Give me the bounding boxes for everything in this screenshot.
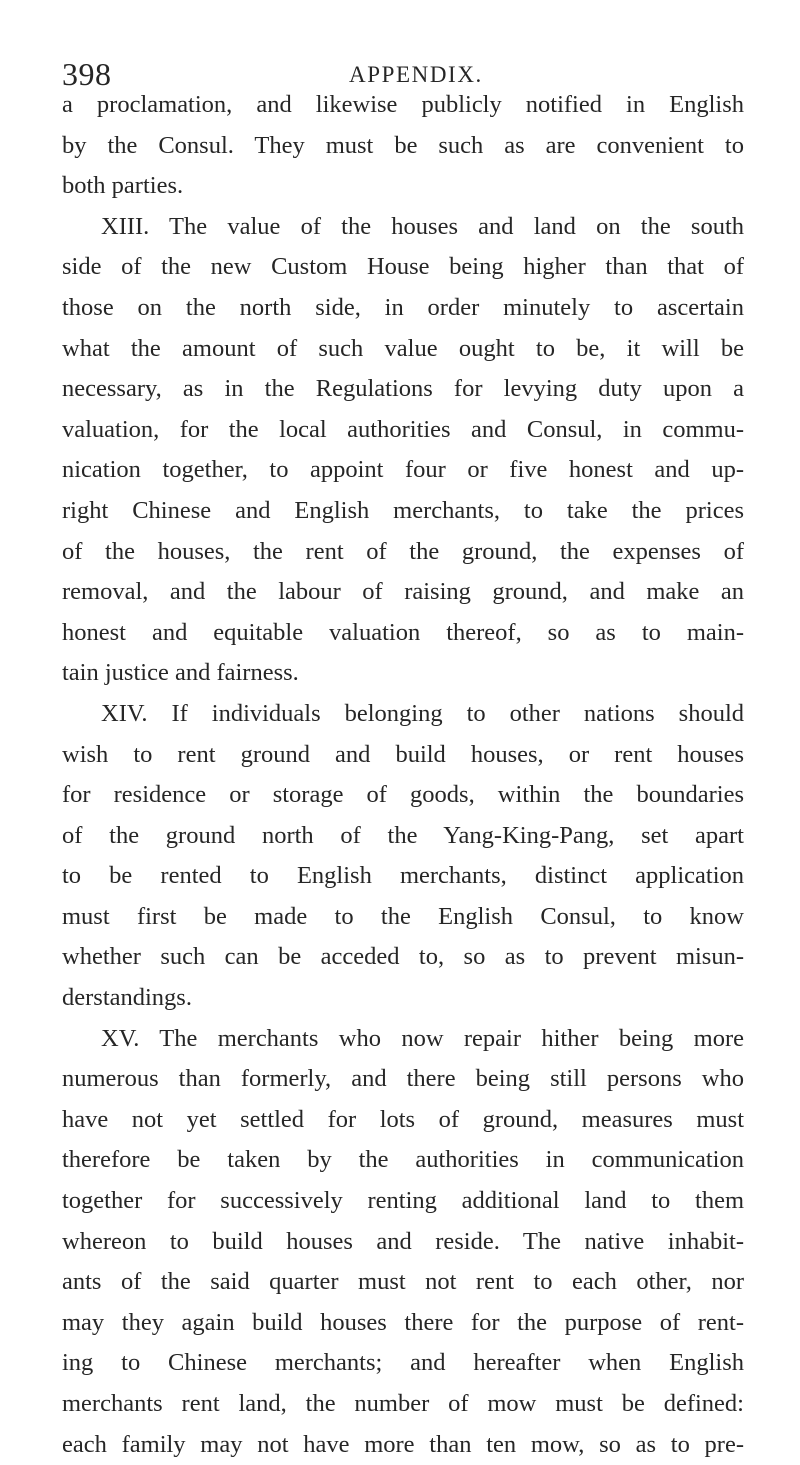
text-line: ing to Chinese merchants; and hereafter when English [62, 1349, 744, 1377]
article-xv-start: XV. The merchants who now repair hither being more [101, 1024, 744, 1052]
text-line: numerous than formerly, and there being still persons who [62, 1065, 744, 1093]
text-line: those on the north side, in order minutely to ascertain [62, 293, 744, 321]
running-head: APPENDIX. [349, 62, 483, 87]
text-line: whether such can be acceded to, so as to prevent misun- [62, 943, 744, 971]
text-line: what the amount of such value ought to be, it will be [62, 334, 744, 362]
text-line: honest and equitable valuation thereof, so as to main- [62, 618, 744, 646]
text-line: have not yet settled for lots of ground, measures must [62, 1105, 744, 1133]
text-line: each family may not have more than ten mow, so as to pre- [62, 1430, 744, 1458]
text-line: nication together, to appoint four or five honest and up- [62, 456, 744, 484]
text-line: whereon to build houses and reside. The native inhabit- [62, 1227, 744, 1255]
page-number: 398 [62, 56, 112, 92]
text-line: together for successively renting additional land to them [62, 1187, 744, 1215]
text-line: wish to rent ground and build houses, or rent houses [62, 740, 744, 768]
text-line: to be rented to English merchants, distinct application [62, 862, 744, 890]
text-line: a proclamation, and likewise publicly notified in English [62, 91, 744, 118]
text-line: side of the new Custom House being higher than that of [62, 253, 744, 281]
text-line: both parties. [62, 172, 184, 200]
text-line: therefore be taken by the authorities in communication [62, 1146, 744, 1174]
text-line: ants of the said quarter must not rent to each other, nor [62, 1268, 744, 1296]
text-line: for residence or storage of goods, within the boundaries [62, 781, 744, 809]
text-line: may they again build houses there for the purpose of rent- [62, 1308, 744, 1336]
text-line: must first be made to the English Consul, to know [62, 902, 744, 930]
article-xiv-start: XIV. If individuals belonging to other nations should [101, 699, 744, 727]
text-line: merchants rent land, the number of mow must be defined: [62, 1390, 744, 1417]
article-xiii-start: XIII. The value of the houses and land on the south [101, 212, 744, 240]
body-text [62, 85, 744, 1465]
text-line: derstandings. [62, 984, 192, 1012]
text-line: by the Consul. They must be such as are convenient to [62, 131, 744, 159]
text-line: removal, and the labour of raising ground, and make an [62, 578, 744, 606]
text-line: tain justice and fairness. [62, 659, 299, 687]
text-line: of the houses, the rent of the ground, the expenses of [62, 537, 744, 565]
text-line: of the ground north of the Yang-King-Pang, set apart [62, 821, 744, 849]
text-line: valuation, for the local authorities and Consul, in commu- [62, 415, 744, 443]
text-line: right Chinese and English merchants, to take the prices [62, 496, 744, 524]
text-line: necessary, as in the Regulations for levying duty upon a [62, 375, 744, 403]
